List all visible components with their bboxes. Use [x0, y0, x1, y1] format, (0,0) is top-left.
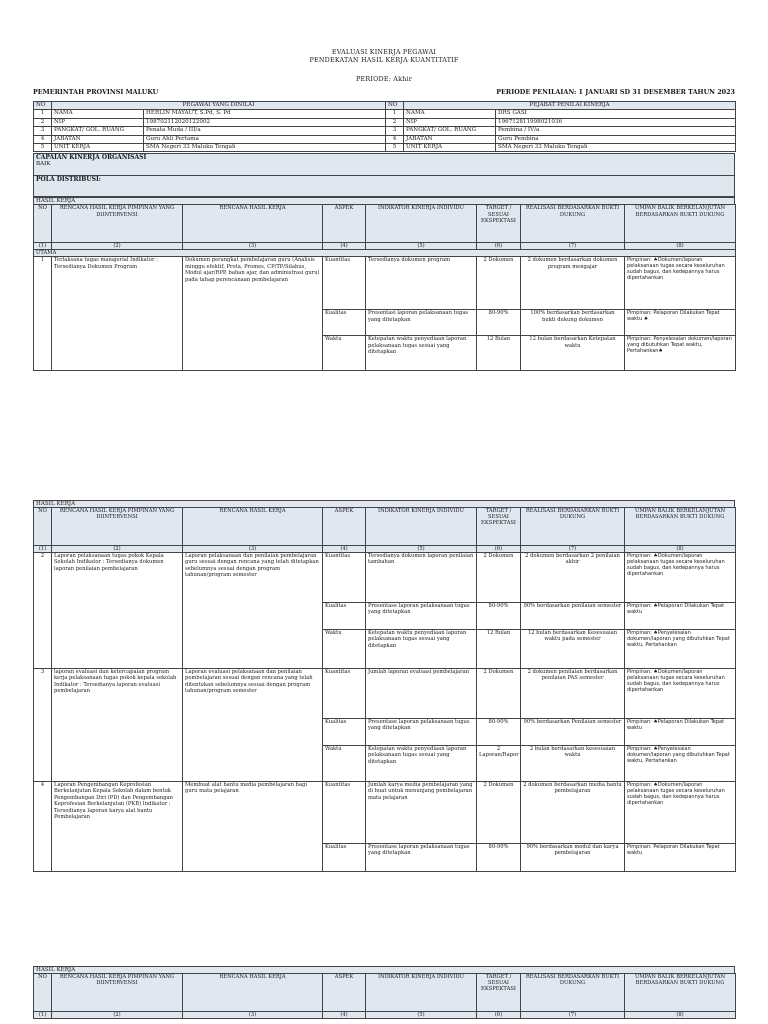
info-section — [33, 101, 735, 371]
col-header: NO — [34, 974, 52, 1012]
col-header: REALISASI BERDASARKAN BUKTI DUKUNG — [521, 205, 625, 243]
col-number: (2) — [52, 243, 183, 250]
instansi-label: PEMERINTAH PROVINSI MALUKU — [33, 88, 159, 96]
item-rencana: Laporan pelaksanaan dan penilaian pembelajaran guru sesuai dengan rencana yang telah ditetapkan sebelumnya sesuai dengan program tahunan/program semester — [183, 553, 323, 669]
info-label: PANGKAT/ GOL. RUANG — [404, 127, 496, 135]
info-label: NAMA — [404, 110, 496, 118]
item-target: 2 Dokumen — [477, 782, 521, 844]
col-number: (4) — [323, 243, 366, 250]
info-label: NIP — [52, 118, 144, 126]
pegawai-title: PEGAWAI YANG DINILAI — [52, 102, 386, 110]
item-realisasi: 100% berdasarkan berdasarkan bukti dukung dokumen — [521, 310, 625, 336]
item-pimpinan: Laporan Pengembangan Keprofesian Berkelanjutan Kepala Sekolah dalam bentuk Pengembangan Diri (PD) dan Pengembangan Keprofesian Berkelanjutan (PKB) Indikator : Tersedianya laporan karya alat bantu Pembelajaran — [52, 782, 183, 872]
col-header: REALISASI BERDASARKAN BUKTI DUKUNG — [521, 974, 625, 1012]
item-target: 2 Dokumen — [477, 257, 521, 310]
info-header-row — [34, 102, 736, 110]
col-number: (2) — [52, 1012, 183, 1019]
item-target: 12 Bulan — [477, 336, 521, 371]
col-header: UMPAN BALIK BERKELANJUTAN BERDASARKAN BUKTI DUKUNG — [625, 205, 736, 243]
info-row — [34, 110, 736, 118]
item-indikator: Tersedianya dokumen program — [366, 257, 477, 310]
col-number: (8) — [625, 546, 736, 553]
col-header: RENCANA HASIL KERJA — [183, 205, 323, 243]
info-label: NAMA — [52, 110, 144, 118]
info-row — [34, 143, 736, 151]
col-header: RENCANA HASIL KERJA PIMPINAN YANG DIINTERVENSI — [52, 205, 183, 243]
col-number: (1) — [34, 546, 52, 553]
item-feedback: Pimpinan: ♠Dokumen/laporan pelaksanaan tugas secara keseluruhan sudah bagus, dan kedepannya harus dipertahankan — [625, 257, 736, 310]
info-value-penilai: Guru Pembina — [496, 135, 736, 143]
info-table — [33, 101, 736, 152]
item-indikator: Presentase laporan pelaksanaan tugas yang ditetapkan — [366, 719, 477, 746]
item-pimpinan: Laporan pelaksanaan tugas pokok Kepala Sekolah Indikator : Tersedianya dokumen laporan penilaian pembelajaran — [52, 553, 183, 669]
info-label: JABATAN — [52, 135, 144, 143]
info-value-pegawai: Penata Muda / III/a — [144, 127, 386, 135]
item-target: 12 Bulan — [477, 630, 521, 669]
info-no: 5 — [34, 143, 52, 151]
item-feedback: Pimpinan: Penyelesaian dokumen/laporan yang dibutuhkan Tepat waktu, Pertahankan♠ — [625, 336, 736, 371]
col-number: (2) — [52, 546, 183, 553]
column-header-row — [34, 974, 736, 1012]
item-feedback: Pimpinan: ♠Penyelesaian dokumen/laporan yang dibutuhkan Tepat waktu, Pertahankan — [625, 746, 736, 782]
item-realisasi: 90% berdasarkan Penilaian semester — [521, 719, 625, 746]
item-aspek: Kuantitas — [323, 669, 366, 719]
item-realisasi: 90% berdasarkan modul dan karya pembelajaran — [521, 844, 625, 872]
item-realisasi: 2 dokumen berdasarkan media bantu pembelajaran — [521, 782, 625, 844]
info-row — [34, 127, 736, 135]
info-label: UNIT KERJA — [404, 143, 496, 151]
utama-label: UTAMA — [34, 250, 736, 257]
item-aspek: Kualitas — [323, 719, 366, 746]
info-value-pegawai: Guru Ahli Pertama — [144, 135, 386, 143]
info-value-pegawai: SMA Negeri 33 Maluku Tengah — [144, 143, 386, 151]
info-label: UNIT KERJA — [52, 143, 144, 151]
col-number: (4) — [323, 546, 366, 553]
info-no: 4 — [386, 135, 404, 143]
column-number-row — [34, 546, 736, 553]
item-indikator: Jumlah karya media pembelajaran yang di buat untuk menunjang pembelajaran mata pelajaran — [366, 782, 477, 844]
hasil-kerja-table-1 — [33, 204, 736, 371]
item-target: 80-90% — [477, 844, 521, 872]
col-number: (4) — [323, 1012, 366, 1019]
info-value-penilai: 196712811998021036 — [496, 118, 736, 126]
item-realisasi: 2 dokumen penilaian berdasarkan penilaian PAS semester — [521, 669, 625, 719]
info-label: PANGKAT/ GOL. RUANG — [52, 127, 144, 135]
item-realisasi: 12 bulan berdasarkan Kesesuaian waktu pada semester — [521, 630, 625, 669]
col-number: (5) — [366, 546, 477, 553]
info-value-penilai: DRS GASI — [496, 110, 736, 118]
item-aspek: Kualitas — [323, 310, 366, 336]
item-aspek: Kualitas — [323, 603, 366, 630]
item-target: 80-90% — [477, 310, 521, 336]
col-header: ASPEK — [323, 974, 366, 1012]
item-feedback: Pimpinan: ♠Dokumen/laporan pelaksanaan tugas secara keseluruhan sudah bagus, dan kedepannya harus dipertahankan — [625, 669, 736, 719]
item-aspek: Waktu — [323, 630, 366, 669]
item-target: 2 Dokumen — [477, 553, 521, 603]
col-header: RENCANA HASIL KERJA PIMPINAN YANG DIINTERVENSI — [52, 508, 183, 546]
item-feedback: Pimpinan: ♠Pelaporan Dilakukan Tepat waktu — [625, 603, 736, 630]
col-header: RENCANA HASIL KERJA PIMPINAN YANG DIINTERVENSI — [52, 974, 183, 1012]
col-header: NO — [34, 205, 52, 243]
page-1 — [33, 48, 735, 83]
col-number: (8) — [625, 243, 736, 250]
item-no: 2 — [34, 553, 52, 669]
item-indikator: Presentase laporan pelaksanaan tugas yang ditetapkan — [366, 844, 477, 872]
col-number: (6) — [477, 243, 521, 250]
item-indikator: Ketepatan waktu penyediaan laporan pelaksanaan tugas sesuai yang ditetapkan — [366, 336, 477, 371]
form-title: EVALUASI KINERJA PEGAWAI — [331, 48, 437, 56]
periode-penilaian-label: PERIODE PENILAIAN: 1 JANUARI SD 31 DESEMBER TAHUN 2023 — [496, 88, 735, 96]
col-header: TARGET / SESUAI EKSPEKTASI — [477, 205, 521, 243]
col-number: (1) — [34, 243, 52, 250]
item-feedback: Pimpinan: Pelaporan Dilakukan Tepat waktu ♠ — [625, 310, 736, 336]
item-indikator: Ketepatan waktu penyediaan laporan pelaksanaan tugas sesuai yang ditetapkan — [366, 746, 477, 782]
col-number: (3) — [183, 243, 323, 250]
hasil-kerja-label: HASIL KERJA — [33, 197, 735, 204]
item-rencana: Membuat alat bantu media pembelajaran bagi guru mata pelajaran — [183, 782, 323, 872]
hasil-kerja-table-2 — [33, 507, 736, 872]
info-no: 1 — [34, 110, 52, 118]
col-number: (6) — [477, 1012, 521, 1019]
info-row — [34, 135, 736, 143]
col-header: NO — [34, 508, 52, 546]
capaian-section — [33, 153, 735, 175]
col-number: (7) — [521, 1012, 625, 1019]
column-header-row — [34, 508, 736, 546]
capaian-title: CAPAIAN KINERJA ORGANISASI — [36, 154, 147, 162]
page-2 — [33, 500, 735, 872]
info-no: 3 — [34, 127, 52, 135]
item-feedback: Pimpinan: ♠Dokumen/laporan pelaksanaan tugas secara keseluruhan sudah bagus, dan kedepannya harus dipertahankan — [625, 553, 736, 603]
item-realisasi: 2 bulan berdasarkan kesesuaian waktu — [521, 746, 625, 782]
info-no: 2 — [386, 118, 404, 126]
col-number: (1) — [34, 1012, 52, 1019]
item-realisasi: 2 dokumen berdasarkan dokumen program mengajar — [521, 257, 625, 310]
item-rencana: Laporan evaluasi pelaksanaan dan penilaian pembelajaran sesuai dengan rencana yang telah ditentukan sebelumnya sesuai dengan program tahunan/program semester — [183, 669, 323, 782]
item-no: 1 — [34, 257, 52, 371]
hasil-kerja-label: HASIL KERJA — [33, 500, 735, 507]
info-no: 4 — [34, 135, 52, 143]
item-realisasi: 2 dokumen berdasarkan 2 penilaian akhir — [521, 553, 625, 603]
item-pimpinan: laporan evaluasi dan ketercapaian program kerja pelaksanaan tugas pokok kepala sekolah Indikator : Tersedianya laporan evaluasi pembelajaran — [52, 669, 183, 782]
hasil-kerja-table-3 — [33, 973, 736, 1019]
info-value-penilai: SMA Negeri 33 Maluku Tengah — [496, 143, 736, 151]
col-header: ASPEK — [323, 508, 366, 546]
item-realisasi: 90% berdasarkan penilaian semester — [521, 603, 625, 630]
info-col-no: NO — [34, 102, 52, 110]
item-aspek: Kuantitas — [323, 782, 366, 844]
item-indikator: Presentasi laporan pelaksanaan tugas yang ditetapkan — [366, 310, 477, 336]
item-feedback: Pimpinan: ♠Dokumen/laporan pelaksanaan tugas secara keseluruhan sudah bagus, dan kedepannya harus dipertahankan — [625, 782, 736, 844]
item-target: 80-90% — [477, 719, 521, 746]
column-number-row — [34, 243, 736, 250]
info-row — [34, 118, 736, 126]
item-rencana: Dokumen perangkat pembelajaran guru (Analisis minggu efektif, Prota, Promes, CP/TP/Silabus, Modul ajar/RPP, bahan ajar, dan administrasi guru) pada tahap perencanaan pembelajaran — [183, 257, 323, 371]
table-row — [34, 669, 736, 719]
item-target: 2 Dokumen — [477, 669, 521, 719]
info-no: 1 — [386, 110, 404, 118]
item-feedback: Pimpinan: Pelaporan Dilakukan Tepat waktu — [625, 844, 736, 872]
column-header-row — [34, 205, 736, 243]
col-number: (7) — [521, 243, 625, 250]
form-subtitle: PENDEKATAN HASIL KERJA KUANTITATIF — [309, 56, 459, 64]
col-header: INDIKATOR KINERJA INDIVIDU — [366, 508, 477, 546]
item-aspek: Waktu — [323, 746, 366, 782]
item-feedback: Pimpinan: ♠Pelaporan Dilakukan Tepat waktu — [625, 719, 736, 746]
col-number: (5) — [366, 243, 477, 250]
col-header: INDIKATOR KINERJA INDIVIDU — [366, 205, 477, 243]
table-row — [34, 257, 736, 310]
item-no: 3 — [34, 669, 52, 782]
item-indikator: Jumlah laporan evaluasi pembelajaran — [366, 669, 477, 719]
item-no: 4 — [34, 782, 52, 872]
item-target: 2 Laporan/Rapor — [477, 746, 521, 782]
pola-section — [33, 175, 735, 197]
column-number-row — [34, 1012, 736, 1019]
utama-row — [34, 250, 736, 257]
info-label: JABATAN — [404, 135, 496, 143]
item-indikator: Ketepatan waktu penyediaan laporan pelaksanaan tugas sesuai yang ditetapkan — [366, 630, 477, 669]
col-header: UMPAN BALIK BERKELANJUTAN BERDASARKAN BUKTI DUKUNG — [625, 508, 736, 546]
col-header: TARGET / SESUAI EKSPEKTASI — [477, 974, 521, 1012]
item-target: 80-90% — [477, 603, 521, 630]
col-header: UMPAN BALIK BERKELANJUTAN BERDASARKAN BUKTI DUKUNG — [625, 974, 736, 1012]
info-value-pegawai: HERLIN MAYAUT, S.Pd, S. Pd — [144, 110, 386, 118]
col-number: (3) — [183, 546, 323, 553]
col-number: (7) — [521, 546, 625, 553]
col-header: ASPEK — [323, 205, 366, 243]
item-aspek: Kuantitas — [323, 553, 366, 603]
info-no: 3 — [386, 127, 404, 135]
table-row — [34, 553, 736, 603]
info-label: NIP — [404, 118, 496, 126]
col-header: RENCANA HASIL KERJA — [183, 508, 323, 546]
item-feedback: Pimpinan: ♠Penyelesaian dokumen/laporan yang dibutuhkan Tepat waktu, Pertahankan — [625, 630, 736, 669]
info-value-penilai: Pembina / IV/a — [496, 127, 736, 135]
col-number: (3) — [183, 1012, 323, 1019]
col-header: REALISASI BERDASARKAN BUKTI DUKUNG — [521, 508, 625, 546]
capaian-value: BAIK — [36, 161, 51, 168]
page-3 — [33, 966, 735, 1019]
periode-label: PERIODE: Akhir — [355, 75, 413, 83]
col-header: INDIKATOR KINERJA INDIVIDU — [366, 974, 477, 1012]
penilai-title: PEJABAT PENILAI KINERJA — [404, 102, 736, 110]
item-realisasi: 12 bulan berdasarkan Ketepatan waktu — [521, 336, 625, 371]
item-indikator: Presentase laporan pelaksanaan tugas yang ditetapkan — [366, 603, 477, 630]
item-indikator: Tersedianya dokumen laporan penilaian tambahan — [366, 553, 477, 603]
item-aspek: Waktu — [323, 336, 366, 371]
info-value-pegawai: 198702112020122002 — [144, 118, 386, 126]
col-number: (8) — [625, 1012, 736, 1019]
col-header: RENCANA HASIL KERJA — [183, 974, 323, 1012]
hasil-kerja-label: HASIL KERJA — [33, 966, 735, 973]
item-pimpinan: Terlaksana tugas manajerial Indikator : Tersedianya Dokumen Program — [52, 257, 183, 371]
info-no: 2 — [34, 118, 52, 126]
item-aspek: Kualitas — [323, 844, 366, 872]
col-header: TARGET / SESUAI EKSPEKTASI — [477, 508, 521, 546]
info-col-no-2: NO — [386, 102, 404, 110]
col-number: (6) — [477, 546, 521, 553]
period-line — [33, 88, 735, 96]
info-no: 5 — [386, 143, 404, 151]
item-aspek: Kuantitas — [323, 257, 366, 310]
col-number: (5) — [366, 1012, 477, 1019]
table-row — [34, 782, 736, 844]
pola-title: POLA DISTRIBUSI: — [36, 176, 101, 184]
